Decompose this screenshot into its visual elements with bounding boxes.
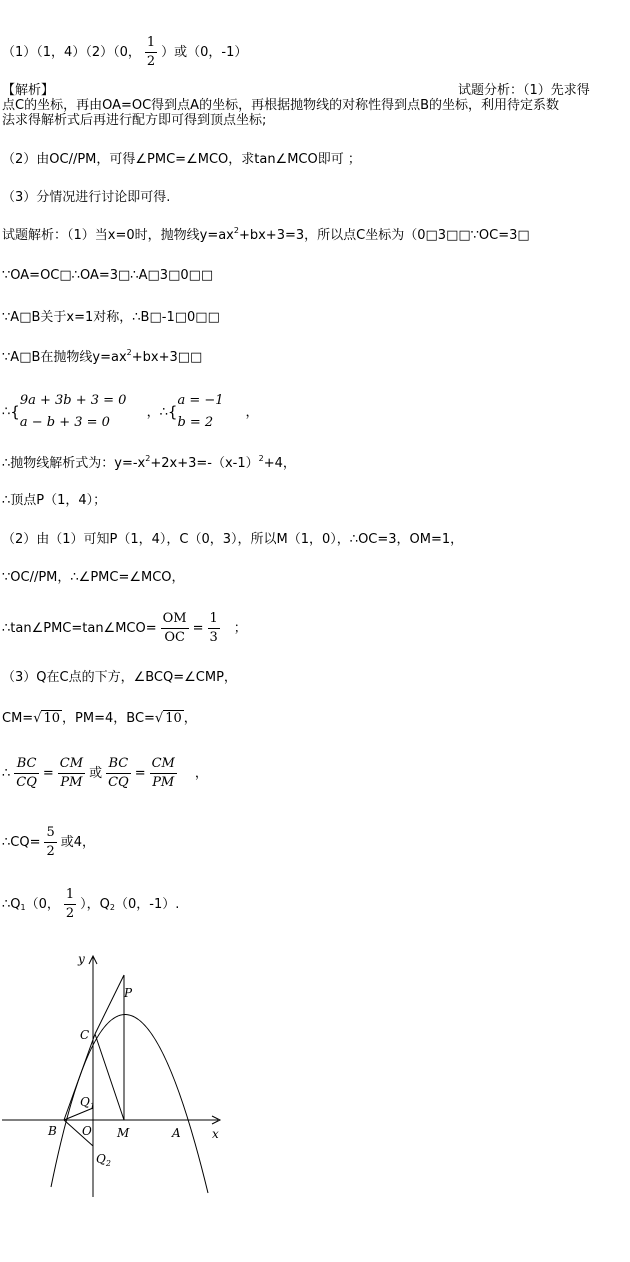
analysis-step2: （2）由OC//PM，可得∠PMC=∠MCO，求tan∠MCO即可 ； xyxy=(2,152,361,167)
label-b: B xyxy=(48,1124,57,1138)
analysis-line2: 点C的坐标，再由OA=OC得到点A的坐标，再根据抛物线的对称性得到点B的坐标，利用待定系数 xyxy=(2,98,559,113)
label-q1: $Q_1$ xyxy=(80,1095,95,1111)
fraction-bc-cq-2: $\frac{BC}{CQ}$ xyxy=(108,756,129,790)
analysis-line3: 法求得解析式后再进行配方即可得到顶点坐标; xyxy=(2,113,267,128)
solution-line11: CM=√ 10 ，PM=4，BC=√ 10 ， xyxy=(2,711,197,726)
fraction-one-third: $\frac{1}{3}$ xyxy=(209,611,218,645)
label-o: O xyxy=(82,1124,92,1138)
solution-line4: ∵A□B在抛物线$y=ax^2+bx+3□□$ xyxy=(2,348,203,365)
label-p: P xyxy=(124,986,133,1000)
solution-line8: ∵OC//PM，∴∠PMC=∠MCO， xyxy=(2,570,185,585)
parabola-curve xyxy=(51,1014,208,1193)
solution-line5: ∴抛物线解析式为：$y=-x^2+2x+3=-(x-1)^2+4$， xyxy=(2,454,296,471)
solution-line6: ∴顶点P（1，4）； xyxy=(2,493,107,508)
parabola-figure xyxy=(0,945,260,1205)
solution-line9: ∴tan∠PMC=tan∠MCO= $\frac{OM}{OC}$ = $\frac{1}{3}$ ； xyxy=(2,611,247,645)
equation-system-2: a = −1 b = 2 xyxy=(177,393,224,430)
solution-line13: ∴CQ= $\frac{5}{2}$ 或4， xyxy=(2,825,96,859)
sqrt-cm: √ 10 xyxy=(33,711,61,726)
label-m: M xyxy=(117,1126,130,1140)
answer-tail: ）或（0，-1） xyxy=(161,45,248,60)
fraction-cm-pm-2: $\frac{CM}{PM}$ xyxy=(151,756,175,790)
label-y: y xyxy=(78,952,85,966)
solution-line2: ∵OA=OC□∴OA=3□∴A□3□0□□ xyxy=(2,268,214,283)
solution-line14: $\therefore Q_1(0$， $\frac{1}{2}$ ），$Q_2(0$，-1）. xyxy=(2,887,180,921)
solution-line12: ∴ $\frac{BC}{CQ}$ = $\frac{CM}{PM}$ 或 $\frac{BC}{CQ}$ = $\frac{CM}{PM}$ ， xyxy=(2,756,208,790)
label-x: x xyxy=(212,1127,219,1141)
solution-line10: （3）Q在C点的下方，∠BCQ=∠CMP， xyxy=(2,670,237,685)
fraction-om-oc: $\frac{OM}{OC}$ xyxy=(162,611,187,645)
segment-cm xyxy=(95,1034,124,1120)
solution-line1: 试题解析：（1）当x=0时，抛物线$y=ax^2+bx+3=3$，所以点C坐标为（0□3□□∵OC=3□ xyxy=(2,226,530,243)
analysis-intro: 试题分析：（1）先求得 xyxy=(458,83,590,98)
fraction-one-half: $\frac{1}{2}$ xyxy=(65,887,75,921)
solution-line7: （2）由（1）可知P（1，4），C（0，3），所以M（1，0），∴OC=3，OM=1， xyxy=(2,532,464,547)
fraction-five-halves: $\frac{5}{2}$ xyxy=(46,825,55,859)
analysis-step3: （3）分情况进行讨论即可得. xyxy=(2,190,171,205)
label-q2: $Q_2$ xyxy=(96,1152,111,1168)
analysis-heading: 【解析】 xyxy=(2,83,55,98)
label-a: A xyxy=(172,1126,181,1140)
sqrt-bc: √ 10 xyxy=(154,711,182,726)
fraction-cm-pm: $\frac{CM}{PM}$ xyxy=(59,756,84,790)
fraction-bc-cq: $\frac{BC}{CQ}$ xyxy=(16,756,37,790)
equation-system-1: 9a + 3b + 3 = 0 a − b + 3 = 0 xyxy=(19,393,127,430)
segment-cp xyxy=(95,975,124,1034)
label-c: C xyxy=(80,1028,90,1042)
equation-systems: ∴{ 9a + 3b + 3 = 0 a − b + 3 = 0 ，∴{ a = −1 b = 2 ， xyxy=(2,390,259,434)
answer-text: （1）（1，4）（2）（0， xyxy=(2,45,141,60)
solution-line3: ∵A□B关于x=1对称，∴B□-1□0□□ xyxy=(2,310,220,325)
answer-line xyxy=(2,34,247,71)
answer-fraction: $\frac{1}{2}$ xyxy=(146,35,156,69)
